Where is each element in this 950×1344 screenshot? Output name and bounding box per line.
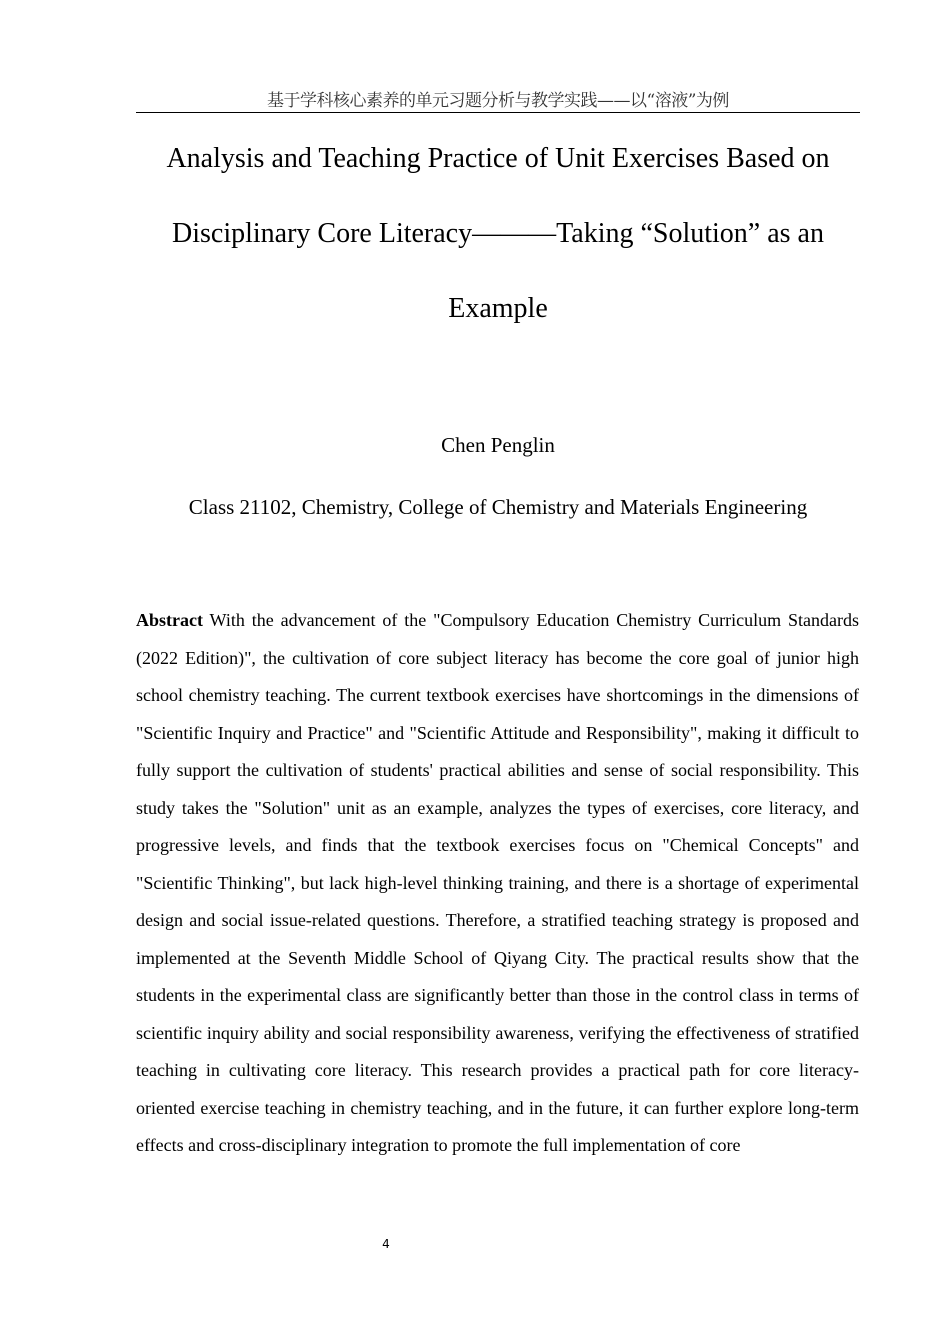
abstract-label: Abstract <box>136 610 203 630</box>
paper-title-line-1: Analysis and Teaching Practice of Unit Exercises Based on <box>166 143 830 174</box>
abstract-body: With the advancement of the "Compulsory Education Chemistry Curriculum Standards (2022 Edition)", the cultivation of core subject literacy has become the core goal of junior high school chemistry teaching. The current textbook exercises have shortcomings in the dimensions of "Scientific Inquiry and Practice" and "Scientific Attitude and Responsibility", making it difficult to fully support the cultivation of students' practical abilities and sense of social responsibility. This study takes the "Solution" unit as an example, analyzes the types of exercises, core literacy, and progressive levels, and finds that the textbook exercises focus on "Chemical Concepts" and "Scientific Thinking", but lack high-level thinking training, and there is a shortage of experimental design and social issue-related questions. Therefore, a stratified teaching strategy is proposed and implemented at the Seventh Middle School of Qiyang City. The practical results show that the students in the experimental class are significantly better than those in the control class in terms of scientific inquiry ability and social responsibility awareness, verifying the effectiveness of stratified teaching in cultivating core literacy. This research provides a practical path for core literacy-oriented exercise teaching in chemistry teaching, and in the future, it can further explore long-term effects and cross-disciplinary integration to promote the full implementation of core <box>136 610 859 1155</box>
running-header-text: 基于学科核心素养的单元习题分析与教学实践——以“溶液”为例 <box>267 91 729 111</box>
paper-title-line-2: Disciplinary Core Literacy———Taking “Solution” as an <box>172 218 824 249</box>
paper-title <box>136 121 860 346</box>
author-name: Chen Penglin <box>441 433 555 457</box>
running-header <box>136 88 860 113</box>
abstract-paragraph <box>136 602 859 1165</box>
author-affiliation: Class 21102, Chemistry, College of Chemistry and Materials Engineering <box>188 495 808 519</box>
paper-title-line-3: Example <box>448 293 548 324</box>
page-number: 4 <box>382 1237 390 1251</box>
